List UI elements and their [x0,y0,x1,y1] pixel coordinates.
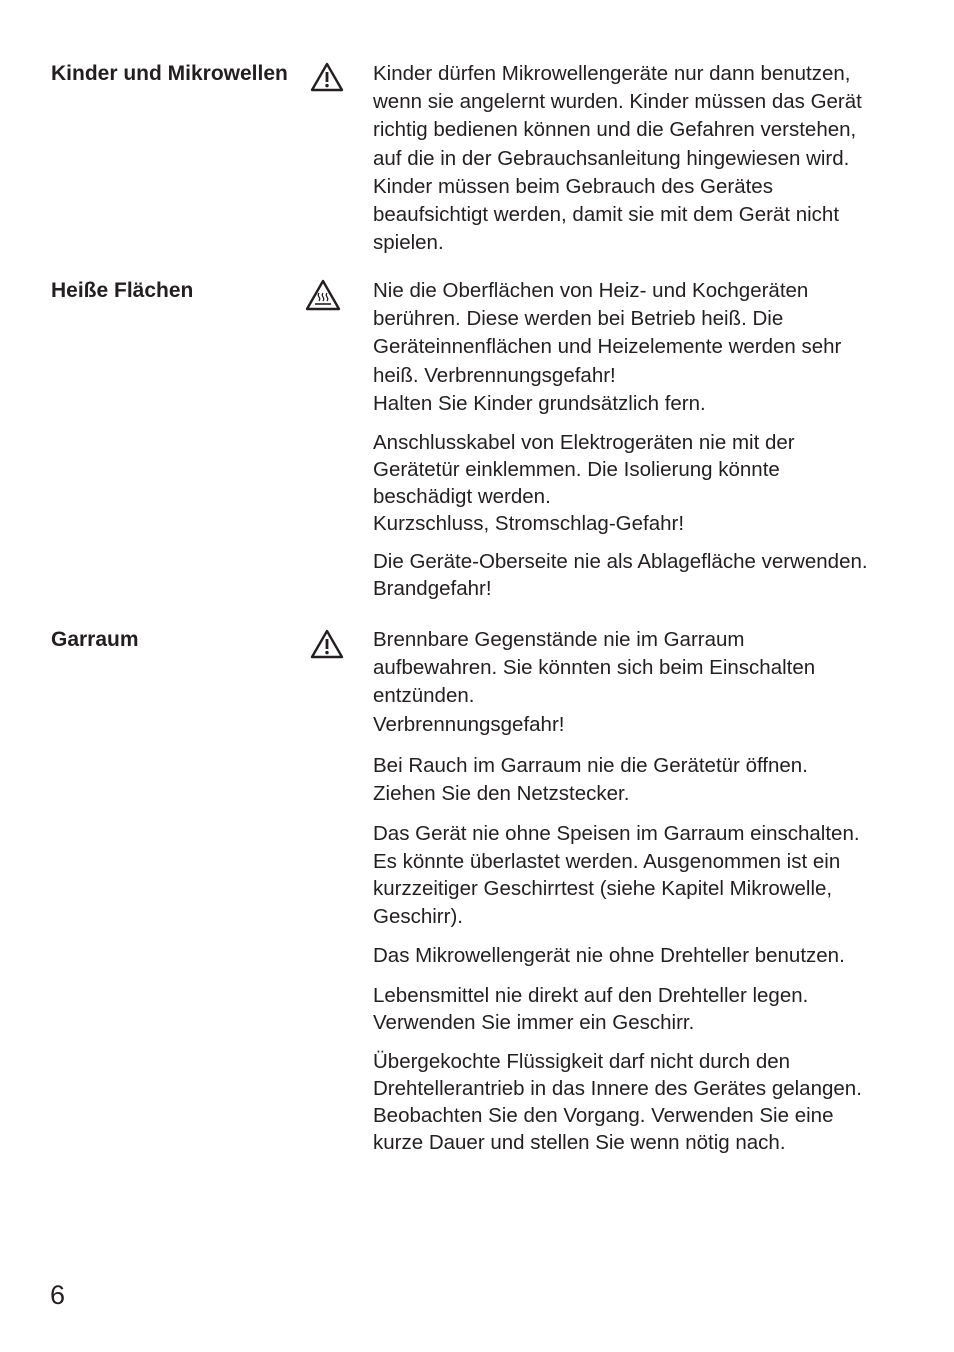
paragraph: Brennbare Gegenstände nie im Garraum aufbewahren. Sie könnten sich beim Einschalten entzünden. Verbrennungsgefahr! [373,628,816,736]
paragraph: Bei Rauch im Garraum nie die Gerätetür öffnen. Ziehen Sie den Netzstecker. [373,753,808,806]
section-heading: Garraum [51,628,139,651]
paragraph: Nie die Oberflächen von Heiz- und Kochgeräten berühren. Diese werden bei Betrieb heiß. Die Geräteinnenflächen und Heizelemente werden sehr heiß. Verbrennungsgefahr! Halten Sie Kinder grundsätzlich fern. [373,279,842,415]
warning-triangle-icon [310,629,346,659]
paragraph: Das Mikrowellengerät nie ohne Drehteller benutzen. [373,944,845,968]
paragraph: Anschlusskabel von Elektrogeräten nie mit der Gerätetür einklemmen. Die Isolierung könnte beschädigt werden. Kurzschluss, Stromschlag-Gefahr! [373,431,795,536]
section-body [373,60,913,268]
paragraph: Kinder dürfen Mikrowellengeräte nur dann benutzen, wenn sie angelernt wurden. Kinder müssen das Gerät richtig bedienen können und die Gefahren verstehen, auf die in der Gebrauchsanleitung hingewiesen wird. Kinder müssen beim Gebrauch des Gerätes beaufsichtigt werden, damit sie mit dem Gerät nicht spielen. [373,62,862,255]
warning-triangle-icon [310,62,346,92]
paragraph: Die Geräte-Oberseite nie als Ablagefläche verwenden. Brandgefahr! [373,550,868,601]
hot-surface-warning-icon [305,279,341,309]
paragraph: Das Gerät nie ohne Speisen im Garraum einschalten. Es könnte überlastet werden. Ausgenommen ist ein kurzzeitiger Geschirrtest (siehe Kapitel Mikrowelle, Geschirr). [373,822,860,928]
page-number: 6 [50,1280,66,1310]
paragraph: Lebensmittel nie direkt auf den Drehteller legen. Verwenden Sie immer ein Geschirr. [373,984,809,1035]
section-body [373,626,913,1167]
section-heading: Kinder und Mikrowellen [51,62,288,85]
section-heading: Heiße Flächen [51,279,194,302]
section-body [373,277,913,613]
paragraph: Übergekochte Flüssigkeit darf nicht durch den Drehtellerantrieb in das Innere des Gerätes gelangen. Beobachten Sie den Vorgang. Verwenden Sie eine kurze Dauer und stellen Sie wenn nötig nach. [373,1050,862,1155]
